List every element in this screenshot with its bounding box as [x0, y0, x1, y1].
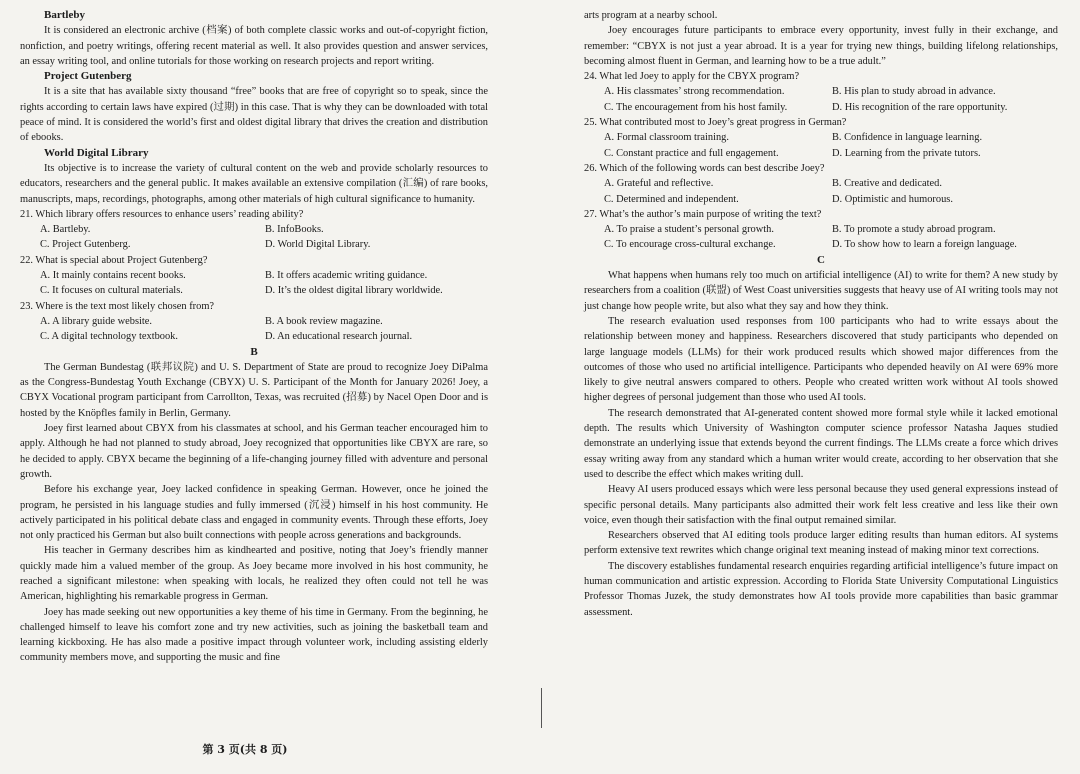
passage-b-paragraph: His teacher in Germany describes him as kindhearted and positive, noting that Joey’s friendly manner quickly made him a valued member of the group. As Joey became more involved in his host community, he reached a significant milestone: when speaking with locals, he realized they often could not tell he was American, highlighting his remarkable progress in German. [20, 545, 488, 603]
q24-option-b: B. His plan to study abroad in advance. [832, 86, 996, 98]
wdl-text: Its objective is to increase the variety of cultural content on the web and provide scholarly resources to educators, researchers and the general public. It makes available an extensive compilation (汇编) of rare books, manuscripts, maps, recordings, photographs, among other materials of high cultural significance to humanity. [20, 162, 488, 205]
q21-option-d: D. World Digital Library. [265, 239, 371, 251]
question-23 [20, 299, 488, 345]
passage-b-paragraph: Before his exchange year, Joey lacked confidence in speaking German. However, once he joined the program, he persisted in his language studies and fully immersed (沉浸) himself in his host community. He actively participated in his political debate class and engaged in community events. Through these efforts, Joey not only practiced his German but also built connections with people across generations and backgrounds. [20, 484, 488, 542]
left-column [20, 8, 488, 666]
q22-option-a: A. It mainly contains recent books. [40, 270, 186, 282]
passage-c-paragraph: The research demonstrated that AI-generated content showed more formal style while it lacked emotional depth. The results which University of Washington computer science professor Natasha Jaques studied demonstrate an underlying issue that extends beyond the current findings. The LLMs create a force which drives essay writing away from any standard which a human writer would create, according to her observation that she used to describe the effect which makes writing dull. [584, 407, 1058, 480]
q24-option-c: C. The encouragement from his host family. [604, 101, 788, 113]
q21-option-c: C. Project Gutenberg. [40, 239, 131, 251]
question-24 [584, 69, 1058, 115]
column-divider [541, 688, 542, 728]
q21-option-b: B. InfoBooks. [265, 224, 324, 236]
gutenberg-title: Project Gutenberg [44, 70, 132, 83]
passage-b-paragraph: Joey has made seeking out new opportunities a key theme of his time in Germany. From the beginning, he challenged himself to leave his comfort zone and try new activities, such as joining the basketball team and learning kickboxing. He has also made a positive impact through volunteer work, including assisting elderly community members move, and supporting the music and fine [20, 606, 488, 664]
q22-option-b: B. It offers academic writing guidance. [265, 270, 428, 282]
passage-b-label: B [250, 345, 258, 358]
q23-option-a: A. A library guide website. [40, 315, 152, 327]
q26-option-d: D. Optimistic and humorous. [832, 193, 953, 205]
bartleby-text: It is considered an electronic archive (档案) of both complete classic works and out-of-copyright fiction, nonfiction, and poetry writings, offering recent material as well. It also provides question and answer services, an essay writing tool, and online tutorials for those working on research projects and report writing. [20, 25, 488, 67]
q21-option-a: A. Bartleby. [40, 224, 91, 236]
q27-option-a: A. To praise a student’s personal growth. [604, 224, 774, 236]
page-number-footer: 第 3 页(共 8 页) [202, 743, 288, 756]
question-25 [584, 115, 1058, 161]
q24-option-d: D. His recognition of the rare opportunity. [832, 101, 1008, 113]
question-21 [20, 207, 488, 253]
q27-option-b: B. To promote a study abroad program. [832, 224, 996, 236]
q25-option-b: B. Confidence in language learning. [832, 132, 983, 144]
passage-c-paragraph: What happens when humans rely too much on artificial intelligence (AI) to write for them? A new study by researchers from a coalition (联盟) of West Coast universities suggests that heavy use of AI writing tools may not just change how people write, but also what they say and how they think. [584, 270, 1058, 312]
q25-option-a: A. Formal classroom training. [604, 132, 729, 144]
q27-option-d: D. To show how to learn a foreign language. [832, 239, 1017, 251]
right-column [584, 8, 1058, 620]
passage-b-paragraph: Joey first learned about CBYX from his classmates at school, and his German teacher encouraged him to apply. Although he had not planned to study abroad, Joey recognized that opportunities like CBYX are rare, so he decided to apply. CBYX became the beginning of a life-changing journey filled with adventure and personal growth. [20, 423, 488, 480]
q23-option-d: D. An educational research journal. [265, 331, 413, 343]
q26-option-c: C. Determined and independent. [604, 193, 739, 205]
q25-option-c: C. Constant practice and full engagement. [604, 147, 779, 159]
passage-c-paragraph: The research evaluation used responses from 100 participants who had to write essays about the relationship between money and happiness. Researchers discovered that study participants who depended on large language models (LLMs) for their work produced results which showed major differences from the outcomes of those who used no artificial intelligence. Participants who depended heavily on AI were 69% more likely to give neutral answers compared to others. People who created written work without AI tools showed higher degrees of personal judgement than those who used AI tools. [584, 315, 1058, 404]
question-26-stem: 26. Which of the following words can best describe Joey? [584, 162, 825, 174]
bartleby-title: Bartleby [44, 9, 85, 21]
question-23-stem: 23. Where is the text most likely chosen from? [20, 300, 215, 312]
q24-option-a: A. His classmates’ strong recommendation. [604, 86, 785, 98]
question-22 [20, 253, 488, 299]
wdl-title: World Digital Library [44, 146, 149, 159]
passage-c-paragraph: The discovery establishes fundamental research enquiries regarding artificial intelligence’s future impact on human communication and artistic expression. According to Florida State University Computational Linguistics Professor Thomas Juzek, the study demonstrates how AI tools provide more capabilities than basic grammar assessment. [584, 560, 1058, 618]
gutenberg-text: It is a site that has available sixty thousand “free” books that are free of copyright so to speak, since the rights according to certain laws have expired (过期) in this case. That is why they can be downloaded with total peace of mind. It is considered the world’s first and oldest digital library that drives the creation and distribution of ebooks. [20, 86, 488, 144]
passage-b-continuation: arts program at a nearby school. [584, 10, 718, 21]
q25-option-d: D. Learning from the private tutors. [832, 147, 981, 159]
q23-option-c: C. A digital technology textbook. [40, 331, 178, 343]
question-21-stem: 21. Which library offers resources to enhance users’ reading ability? [20, 208, 304, 220]
q22-option-d: D. It’s the oldest digital library worldwide. [265, 285, 443, 297]
passage-c-label: C [817, 253, 825, 266]
question-27 [584, 207, 1058, 253]
passage-b-paragraph: The German Bundestag (联邦议院) and U. S. Department of State are proud to recognize Joey DiPalma as the Congress-Bundestag Youth Exchange (CBYX) U. S. Participant of the Month for January 2026! Joey, a CBYX Vocational program participant from Carrollton, Texas, was recruited (招募) by Nacel Open Door and is hosted by the Knöpfles family in Berlin, Germany. [20, 361, 488, 419]
passage-c-paragraph: Researchers observed that AI editing tools produce larger editing results than human editors. AI systems perform extensive text rewrites which change original text meaning instead of making minor text corrections. [584, 530, 1058, 557]
q26-option-a: A. Grateful and reflective. [604, 178, 714, 190]
question-27-stem: 27. What’s the author’s main purpose of writing the text? [584, 208, 822, 220]
passage-b-end: Joey encourages future participants to embrace every opportunity, invest fully in their exchange, and remember: “CBYX is not just a year abroad. It is a year for trying new things, building lifelong relationships, becoming almost fluent in German, and learning how to be a true adult.” [584, 25, 1058, 67]
question-24-stem: 24. What led Joey to apply for the CBYX program? [584, 71, 800, 83]
question-22-stem: 22. What is special about Project Gutenberg? [20, 254, 208, 266]
q27-option-c: C. To encourage cross-cultural exchange. [604, 239, 776, 251]
passage-c-paragraph: Heavy AI users produced essays which were less personal because they used general expressions instead of specific personal details. Many participants also admitted their work felt less creative and less like their own voice, even though their satisfaction with the final output remained similar. [584, 484, 1058, 526]
q23-option-b: B. A book review magazine. [265, 315, 383, 327]
question-26 [584, 161, 1058, 207]
q22-option-c: C. It focuses on cultural materials. [40, 285, 183, 297]
q26-option-b: B. Creative and dedicated. [832, 178, 942, 190]
question-25-stem: 25. What contributed most to Joey’s great progress in German? [584, 117, 847, 129]
